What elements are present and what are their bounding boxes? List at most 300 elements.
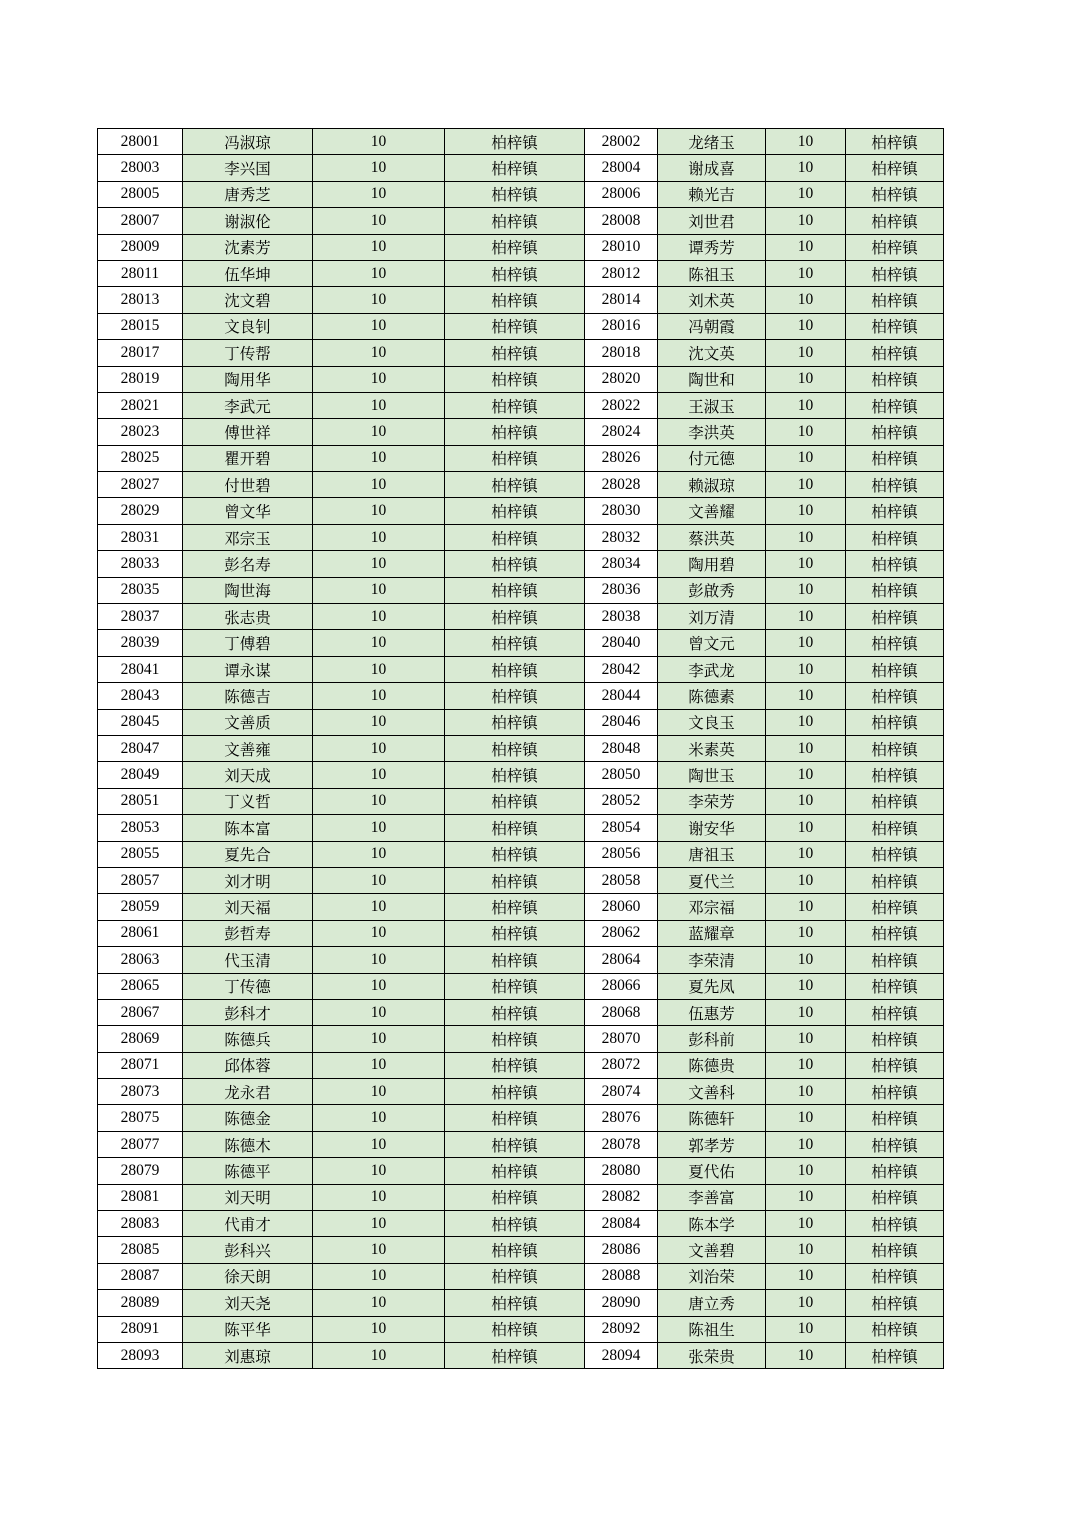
id-cell: 28001 [98,129,183,155]
name-cell: 唐立秀 [658,1290,766,1316]
town-cell: 柏梓镇 [846,340,944,366]
id-cell: 28020 [585,366,658,392]
town-cell: 柏梓镇 [445,709,585,735]
value-cell: 10 [313,1079,445,1105]
value-cell: 10 [313,1105,445,1131]
id-cell: 28010 [585,234,658,260]
id-cell: 28074 [585,1079,658,1105]
id-cell: 28004 [585,155,658,181]
id-cell: 28042 [585,656,658,682]
id-cell: 28061 [98,920,183,946]
id-cell: 28057 [98,867,183,893]
name-cell: 文善耀 [658,498,766,524]
table-row [98,1342,944,1368]
town-cell: 柏梓镇 [846,181,944,207]
value-cell: 10 [313,366,445,392]
name-cell: 陶世和 [658,366,766,392]
id-cell: 28014 [585,287,658,313]
name-cell: 瞿开碧 [183,445,313,471]
table-row [98,366,944,392]
town-cell: 柏梓镇 [846,1211,944,1237]
town-cell: 柏梓镇 [846,762,944,788]
name-cell: 陈德兵 [183,1026,313,1052]
name-cell: 文善质 [183,709,313,735]
name-cell: 彭科兴 [183,1237,313,1263]
name-cell: 陈德贵 [658,1052,766,1078]
town-cell: 柏梓镇 [846,1237,944,1263]
value-cell: 10 [766,947,846,973]
value-cell: 10 [766,1211,846,1237]
town-cell: 柏梓镇 [445,498,585,524]
town-cell: 柏梓镇 [445,524,585,550]
name-cell: 李洪英 [658,419,766,445]
name-cell: 陶用碧 [658,551,766,577]
town-cell: 柏梓镇 [846,234,944,260]
town-cell: 柏梓镇 [445,1263,585,1289]
town-cell: 柏梓镇 [846,1290,944,1316]
id-cell: 28033 [98,551,183,577]
name-cell: 谭秀芳 [658,234,766,260]
id-cell: 28038 [585,604,658,630]
value-cell: 10 [313,551,445,577]
value-cell: 10 [313,1052,445,1078]
value-cell: 10 [313,445,445,471]
value-cell: 10 [313,1237,445,1263]
value-cell: 10 [313,392,445,418]
table-row [98,709,944,735]
name-cell: 彭科才 [183,999,313,1025]
id-cell: 28079 [98,1158,183,1184]
name-cell: 彭啟秀 [658,577,766,603]
value-cell: 10 [313,1263,445,1289]
value-cell: 10 [766,445,846,471]
town-cell: 柏梓镇 [445,762,585,788]
value-cell: 10 [766,1184,846,1210]
name-cell: 丁义哲 [183,788,313,814]
town-cell: 柏梓镇 [445,472,585,498]
name-cell: 陈德素 [658,683,766,709]
id-cell: 28094 [585,1342,658,1368]
id-cell: 28072 [585,1052,658,1078]
town-cell: 柏梓镇 [445,313,585,339]
value-cell: 10 [766,208,846,234]
town-cell: 柏梓镇 [846,498,944,524]
town-cell: 柏梓镇 [846,920,944,946]
id-cell: 28017 [98,340,183,366]
town-cell: 柏梓镇 [846,604,944,630]
name-cell: 李武龙 [658,656,766,682]
table-row [98,260,944,286]
value-cell: 10 [313,181,445,207]
id-cell: 28091 [98,1316,183,1342]
id-cell: 28051 [98,788,183,814]
name-cell: 谢成喜 [658,155,766,181]
name-cell: 陶世海 [183,577,313,603]
value-cell: 10 [313,947,445,973]
id-cell: 28045 [98,709,183,735]
id-cell: 28070 [585,1026,658,1052]
value-cell: 10 [313,709,445,735]
id-cell: 28027 [98,472,183,498]
name-cell: 邓宗福 [658,894,766,920]
value-cell: 10 [766,867,846,893]
id-cell: 28078 [585,1131,658,1157]
id-cell: 28040 [585,630,658,656]
id-cell: 28067 [98,999,183,1025]
value-cell: 10 [766,788,846,814]
name-cell: 陈本富 [183,815,313,841]
id-cell: 28068 [585,999,658,1025]
id-cell: 28049 [98,762,183,788]
name-cell: 邓宗玉 [183,524,313,550]
town-cell: 柏梓镇 [445,1237,585,1263]
town-cell: 柏梓镇 [846,445,944,471]
value-cell: 10 [766,1263,846,1289]
name-cell: 李善富 [658,1184,766,1210]
town-cell: 柏梓镇 [445,1052,585,1078]
id-cell: 28060 [585,894,658,920]
name-cell: 彭哲寿 [183,920,313,946]
town-cell: 柏梓镇 [445,260,585,286]
value-cell: 10 [313,656,445,682]
id-cell: 28037 [98,604,183,630]
value-cell: 10 [766,234,846,260]
town-cell: 柏梓镇 [445,208,585,234]
name-cell: 丁传德 [183,973,313,999]
id-cell: 28059 [98,894,183,920]
town-cell: 柏梓镇 [445,1342,585,1368]
value-cell: 10 [313,1316,445,1342]
id-cell: 28030 [585,498,658,524]
id-cell: 28035 [98,577,183,603]
name-cell: 龙永君 [183,1079,313,1105]
id-cell: 28029 [98,498,183,524]
value-cell: 10 [313,1158,445,1184]
town-cell: 柏梓镇 [846,656,944,682]
table-row [98,445,944,471]
id-cell: 28050 [585,762,658,788]
value-cell: 10 [313,340,445,366]
id-cell: 28087 [98,1263,183,1289]
name-cell: 沈文英 [658,340,766,366]
value-cell: 10 [766,129,846,155]
table-row [98,524,944,550]
id-cell: 28023 [98,419,183,445]
name-cell: 李荣芳 [658,788,766,814]
name-cell: 刘惠琼 [183,1342,313,1368]
name-cell: 付元德 [658,445,766,471]
town-cell: 柏梓镇 [445,947,585,973]
name-cell: 夏代兰 [658,867,766,893]
id-cell: 28034 [585,551,658,577]
id-cell: 28090 [585,1290,658,1316]
table-row [98,181,944,207]
town-cell: 柏梓镇 [445,1079,585,1105]
town-cell: 柏梓镇 [846,709,944,735]
town-cell: 柏梓镇 [846,313,944,339]
name-cell: 彭科前 [658,1026,766,1052]
roster-table [97,128,944,1369]
id-cell: 28018 [585,340,658,366]
value-cell: 10 [313,472,445,498]
town-cell: 柏梓镇 [445,735,585,761]
id-cell: 28012 [585,260,658,286]
town-cell: 柏梓镇 [445,340,585,366]
town-cell: 柏梓镇 [445,1131,585,1157]
id-cell: 28025 [98,445,183,471]
name-cell: 付世碧 [183,472,313,498]
name-cell: 刘天明 [183,1184,313,1210]
name-cell: 谭永谋 [183,656,313,682]
name-cell: 刘才明 [183,867,313,893]
name-cell: 冯朝霞 [658,313,766,339]
town-cell: 柏梓镇 [445,551,585,577]
town-cell: 柏梓镇 [846,392,944,418]
name-cell: 冯淑琼 [183,129,313,155]
table-row [98,762,944,788]
table-row [98,1158,944,1184]
name-cell: 陈德平 [183,1158,313,1184]
name-cell: 代玉清 [183,947,313,973]
table-row [98,392,944,418]
value-cell: 10 [766,630,846,656]
name-cell: 文良钊 [183,313,313,339]
name-cell: 文良玉 [658,709,766,735]
id-cell: 28003 [98,155,183,181]
value-cell: 10 [766,1316,846,1342]
id-cell: 28005 [98,181,183,207]
value-cell: 10 [313,999,445,1025]
town-cell: 柏梓镇 [846,208,944,234]
name-cell: 龙绪玉 [658,129,766,155]
value-cell: 10 [313,129,445,155]
town-cell: 柏梓镇 [846,947,944,973]
id-cell: 28064 [585,947,658,973]
table-row [98,287,944,313]
value-cell: 10 [766,340,846,366]
id-cell: 28032 [585,524,658,550]
town-cell: 柏梓镇 [846,973,944,999]
table-row [98,1052,944,1078]
town-cell: 柏梓镇 [445,630,585,656]
id-cell: 28080 [585,1158,658,1184]
table-row [98,894,944,920]
name-cell: 陈平华 [183,1316,313,1342]
value-cell: 10 [313,208,445,234]
name-cell: 伍华坤 [183,260,313,286]
value-cell: 10 [313,524,445,550]
id-cell: 28056 [585,841,658,867]
name-cell: 陈祖玉 [658,260,766,286]
id-cell: 28092 [585,1316,658,1342]
table-row [98,1184,944,1210]
id-cell: 28043 [98,683,183,709]
value-cell: 10 [766,524,846,550]
town-cell: 柏梓镇 [445,129,585,155]
name-cell: 陈德金 [183,1105,313,1131]
id-cell: 28011 [98,260,183,286]
id-cell: 28062 [585,920,658,946]
value-cell: 10 [313,683,445,709]
town-cell: 柏梓镇 [445,999,585,1025]
name-cell: 王淑玉 [658,392,766,418]
table-row [98,577,944,603]
town-cell: 柏梓镇 [445,155,585,181]
town-cell: 柏梓镇 [846,867,944,893]
town-cell: 柏梓镇 [445,1158,585,1184]
value-cell: 10 [313,1026,445,1052]
value-cell: 10 [766,313,846,339]
town-cell: 柏梓镇 [445,1290,585,1316]
name-cell: 陈德吉 [183,683,313,709]
town-cell: 柏梓镇 [846,1184,944,1210]
town-cell: 柏梓镇 [445,234,585,260]
name-cell: 刘万清 [658,604,766,630]
id-cell: 28065 [98,973,183,999]
table-row [98,234,944,260]
table-row [98,313,944,339]
value-cell: 10 [766,1026,846,1052]
value-cell: 10 [766,604,846,630]
id-cell: 28084 [585,1211,658,1237]
table-row [98,1290,944,1316]
id-cell: 28089 [98,1290,183,1316]
name-cell: 丁传帮 [183,340,313,366]
value-cell: 10 [766,762,846,788]
value-cell: 10 [313,287,445,313]
town-cell: 柏梓镇 [445,1184,585,1210]
value-cell: 10 [766,392,846,418]
town-cell: 柏梓镇 [846,999,944,1025]
name-cell: 李荣清 [658,947,766,973]
town-cell: 柏梓镇 [846,1052,944,1078]
table-row [98,498,944,524]
town-cell: 柏梓镇 [445,841,585,867]
value-cell: 10 [766,815,846,841]
id-cell: 28048 [585,735,658,761]
table-row [98,340,944,366]
table-row [98,551,944,577]
name-cell: 唐祖玉 [658,841,766,867]
value-cell: 10 [313,260,445,286]
table-body [98,129,944,1369]
table-row [98,1131,944,1157]
name-cell: 刘天成 [183,762,313,788]
id-cell: 28036 [585,577,658,603]
value-cell: 10 [766,181,846,207]
town-cell: 柏梓镇 [445,1026,585,1052]
id-cell: 28058 [585,867,658,893]
id-cell: 28083 [98,1211,183,1237]
value-cell: 10 [766,1131,846,1157]
table-row [98,1026,944,1052]
value-cell: 10 [766,1290,846,1316]
id-cell: 28073 [98,1079,183,1105]
id-cell: 28054 [585,815,658,841]
name-cell: 蓝耀章 [658,920,766,946]
value-cell: 10 [766,920,846,946]
table-row [98,1105,944,1131]
id-cell: 28047 [98,735,183,761]
name-cell: 邱体蓉 [183,1052,313,1078]
town-cell: 柏梓镇 [445,867,585,893]
value-cell: 10 [313,498,445,524]
name-cell: 陶用华 [183,366,313,392]
name-cell: 谢安华 [658,815,766,841]
town-cell: 柏梓镇 [846,1342,944,1368]
table-row [98,604,944,630]
town-cell: 柏梓镇 [846,129,944,155]
table-row [98,419,944,445]
name-cell: 文善科 [658,1079,766,1105]
name-cell: 文善碧 [658,1237,766,1263]
id-cell: 28031 [98,524,183,550]
town-cell: 柏梓镇 [445,392,585,418]
value-cell: 10 [313,973,445,999]
value-cell: 10 [313,313,445,339]
name-cell: 陈祖生 [658,1316,766,1342]
id-cell: 28041 [98,656,183,682]
name-cell: 郭孝芳 [658,1131,766,1157]
name-cell: 文善雍 [183,735,313,761]
id-cell: 28002 [585,129,658,155]
value-cell: 10 [766,287,846,313]
id-cell: 28076 [585,1105,658,1131]
table-row [98,1211,944,1237]
id-cell: 28069 [98,1026,183,1052]
name-cell: 刘世君 [658,208,766,234]
town-cell: 柏梓镇 [445,1105,585,1131]
name-cell: 张志贵 [183,604,313,630]
id-cell: 28085 [98,1237,183,1263]
value-cell: 10 [313,762,445,788]
name-cell: 曾文华 [183,498,313,524]
id-cell: 28007 [98,208,183,234]
value-cell: 10 [313,630,445,656]
table-row [98,1237,944,1263]
town-cell: 柏梓镇 [445,683,585,709]
town-cell: 柏梓镇 [445,1211,585,1237]
name-cell: 徐天朗 [183,1263,313,1289]
value-cell: 10 [313,894,445,920]
table-row [98,788,944,814]
id-cell: 28046 [585,709,658,735]
name-cell: 蔡洪英 [658,524,766,550]
value-cell: 10 [313,920,445,946]
id-cell: 28044 [585,683,658,709]
town-cell: 柏梓镇 [846,630,944,656]
town-cell: 柏梓镇 [846,1026,944,1052]
name-cell: 唐秀芝 [183,181,313,207]
town-cell: 柏梓镇 [846,1131,944,1157]
value-cell: 10 [313,1131,445,1157]
value-cell: 10 [766,260,846,286]
name-cell: 李兴国 [183,155,313,181]
table-row [98,815,944,841]
table-row [98,1079,944,1105]
value-cell: 10 [313,867,445,893]
town-cell: 柏梓镇 [445,973,585,999]
value-cell: 10 [766,735,846,761]
value-cell: 10 [766,841,846,867]
value-cell: 10 [313,1211,445,1237]
id-cell: 28053 [98,815,183,841]
id-cell: 28024 [585,419,658,445]
value-cell: 10 [766,683,846,709]
value-cell: 10 [766,1158,846,1184]
name-cell: 夏先凤 [658,973,766,999]
id-cell: 28006 [585,181,658,207]
